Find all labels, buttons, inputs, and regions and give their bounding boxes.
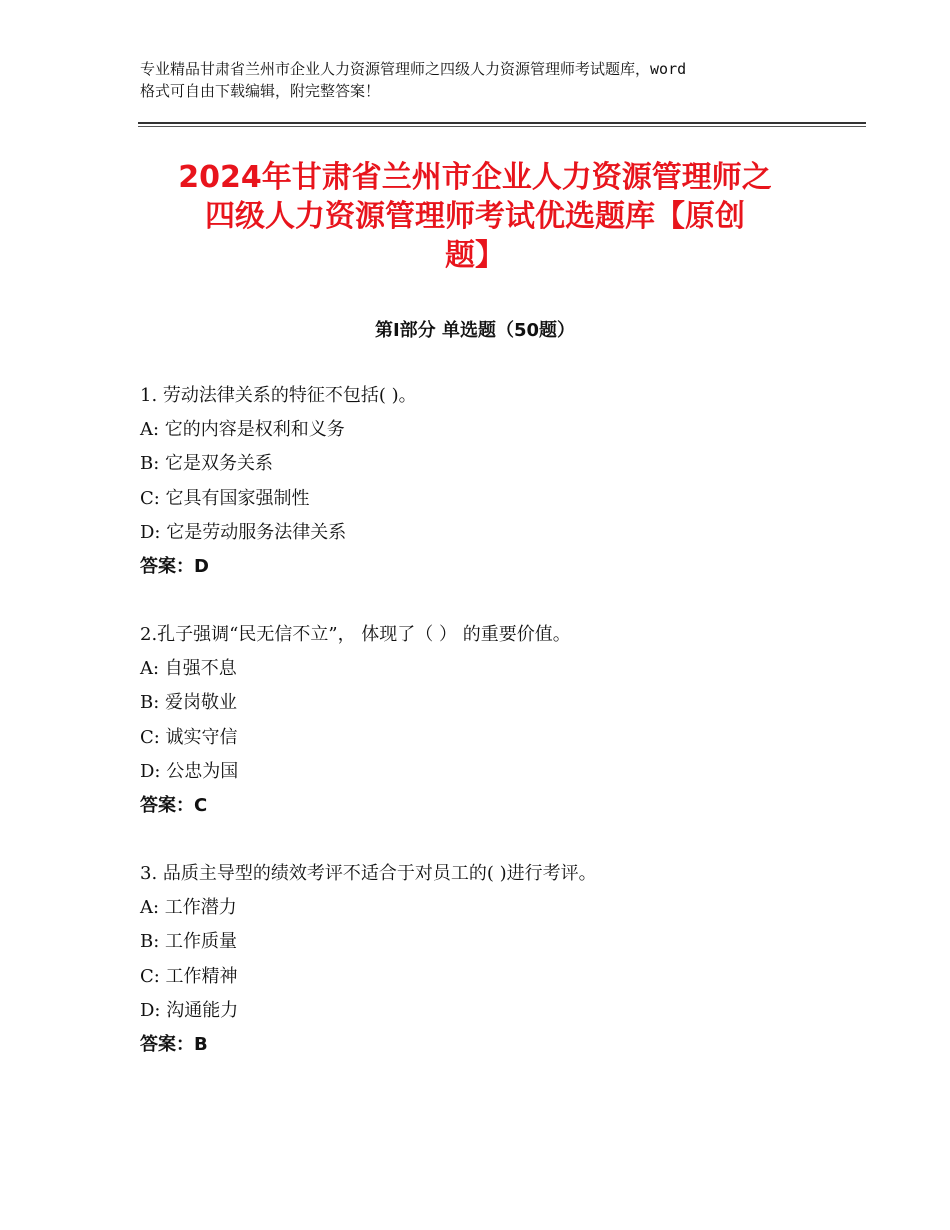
option-b: B: 工作质量 <box>140 931 238 953</box>
option-d: D: 沟通能力 <box>140 999 239 1021</box>
option-c: C: 工作精神 <box>140 965 238 987</box>
question-block <box>140 857 840 1062</box>
header-note-line: 格式可自由下载编辑，附完整答案！ <box>140 82 381 100</box>
question-stem: 2.孔子强调“民无信不立”， 体现了（ ） 的重要价值。 <box>140 624 571 645</box>
title-line: 题】 <box>445 238 505 273</box>
answer: 答案：B <box>140 1033 208 1055</box>
title-line: 四级人力资源管理师考试优选题库【原创 <box>205 199 745 234</box>
option-b: B: 它是双务关系 <box>140 453 274 475</box>
question-stem: 3. 品质主导型的绩效考评不适合于对员工的( )进行考评。 <box>140 863 597 884</box>
answer: 答案：C <box>140 794 208 816</box>
answer: 答案：D <box>140 555 209 577</box>
title-line: 2024年甘肃省兰州市企业人力资源管理师之 <box>178 160 772 195</box>
header-note <box>140 58 830 102</box>
option-d: D: 它是劳动服务法律关系 <box>140 521 347 543</box>
header-note-line: 专业精品甘肃省兰州市企业人力资源管理师之四级人力资源管理师考试题库，word <box>140 60 687 78</box>
section-title: 第Ⅰ部分 单选题（50题） <box>374 320 575 341</box>
question-stem: 1. 劳动法律关系的特征不包括( )。 <box>140 385 417 406</box>
header-rule-thin <box>138 126 866 127</box>
question-block <box>140 618 840 823</box>
question-block <box>140 379 840 584</box>
option-a: A: 工作潜力 <box>140 897 237 919</box>
option-a: A: 自强不息 <box>140 658 237 680</box>
option-c: C: 它具有国家强制性 <box>140 487 310 509</box>
option-d: D: 公忠为国 <box>140 760 239 782</box>
option-a: A: 它的内容是权利和义务 <box>140 419 345 441</box>
option-c: C: 诚实守信 <box>140 726 238 748</box>
document-title <box>120 158 830 275</box>
option-b: B: 爱岗敬业 <box>140 692 238 714</box>
header-rule <box>138 122 866 124</box>
